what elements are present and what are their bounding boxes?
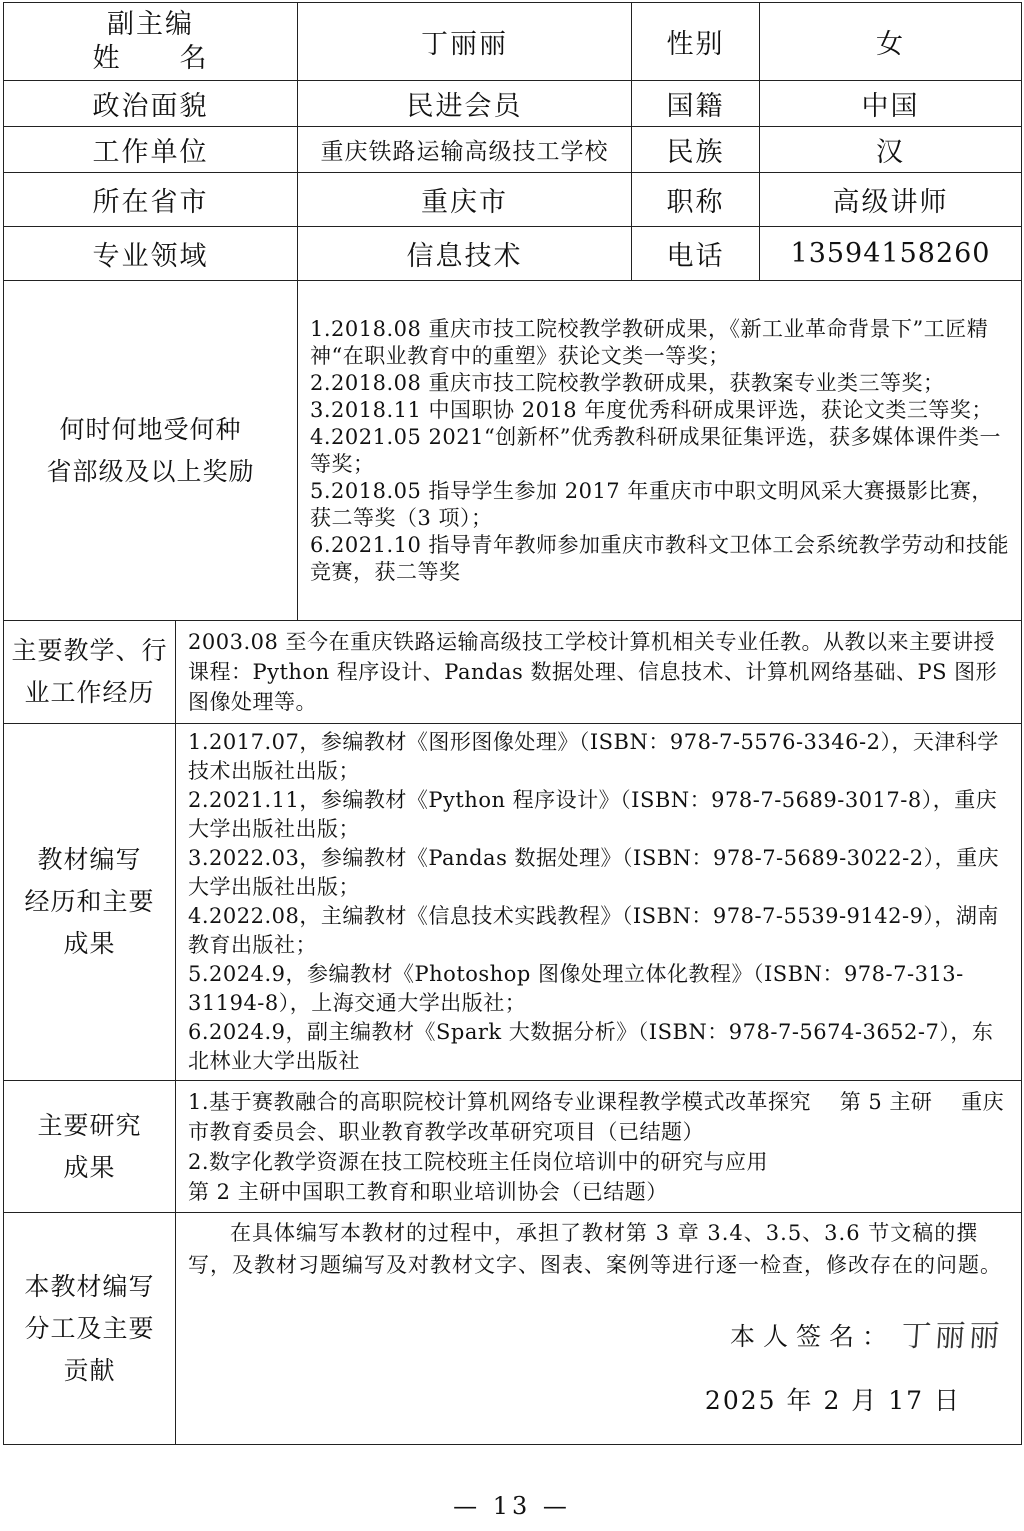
research-item: 1.基于赛教融合的高职院校计算机网络专业课程教学模式改革探究 第 5 主研 重庆市教育委员会、职业教育教学改革研究项目（已结题） [188, 1089, 1005, 1144]
page-number: — 13 — [453, 1492, 571, 1520]
award-item: 3.2018.11 中国职协 2018 年度优秀科研成果评选，获论文类三等奖； [310, 397, 993, 422]
name-label-cell [4, 3, 298, 81]
awards-label-line: 何时何地受何种 [59, 414, 242, 444]
info-row [4, 227, 1022, 281]
textbooks-label-line: 经历和主要 [24, 887, 155, 916]
contribution-row [4, 1213, 1022, 1445]
political-label: 政治面貌 [4, 81, 298, 127]
research-row [4, 1081, 1022, 1213]
employer-label: 工作单位 [4, 127, 298, 173]
experience-text: 2003.08 至今在重庆铁路运输高级技工学校计算机相关专业任教。从教以来主要讲授课程：Python 程序设计、Pandas 数据处理、信息技术、计算机网络基础、PS 图形图像处理等。 [176, 621, 1022, 724]
awards-row [4, 281, 1022, 621]
signature-date: 2025 年 2 月 17 日 [704, 1386, 961, 1415]
experience-row [4, 621, 1022, 724]
name-row [4, 3, 1022, 81]
award-item: 5.2018.05 指导学生参加 2017 年重庆市中职文明风采大赛摄影比赛，获二等奖（3 项）； [310, 478, 993, 530]
textbook-item: 2.2021.11，参编教材《Python 程序设计》（ISBN：978-7-5689-3017-8），重庆大学出版社出版； [188, 788, 998, 841]
info-row [4, 173, 1022, 227]
name-value: 丁丽丽 [298, 3, 632, 81]
award-item: 2.2018.08 重庆市技工院校教学教研成果，获教案专业类三等奖； [310, 370, 945, 395]
award-item: 4.2021.05 2021“创新杯”优秀教科研成果征集评选，获多媒体课件类一等奖； [310, 424, 1001, 476]
signature-line [730, 1321, 1003, 1353]
textbook-item: 4.2022.08，主编教材《信息技术实践教程》（ISBN：978-7-5539-9142-9），湖南教育出版社； [188, 904, 999, 957]
field-label: 专业领域 [4, 227, 298, 281]
contribution-label-line: 分工及主要 [24, 1313, 155, 1343]
experience-label-line: 主要教学、行 [11, 636, 168, 665]
phone-label: 电话 [632, 227, 760, 281]
textbook-item: 3.2022.03，参编教材《Pandas 数据处理》（ISBN：978-7-5689-3022-2），重庆大学出版社出版； [188, 846, 1000, 899]
contribution-label-line: 贡献 [63, 1355, 116, 1385]
textbook-item: 6.2024.9，副主编教材《Spark 大数据分析》（ISBN：978-7-5674-3652-7），东北林业大学出版社 [188, 1020, 994, 1073]
ethnicity-value: 汉 [760, 127, 1022, 173]
editor-info-table [3, 2, 1022, 1445]
title-value: 高级讲师 [760, 173, 1022, 227]
research-label-line: 主要研究 [37, 1110, 142, 1140]
name-label: 姓 名 [92, 42, 209, 74]
textbooks-label-line: 教材编写 [37, 845, 142, 874]
textbook-item: 1.2017.07，参编教材《图形图像处理》（ISBN：978-7-5576-3346-2），天津科学技术出版社出版； [188, 730, 999, 783]
nationality-label: 国籍 [632, 81, 760, 127]
title-label: 职称 [632, 173, 760, 227]
award-item: 6.2021.10 指导青年教师参加重庆市教科文卫体工会系统教学劳动和技能竞赛，获二等奖 [310, 532, 1010, 584]
info-row [4, 127, 1022, 173]
nationality-value: 中国 [760, 81, 1022, 127]
textbooks-row [4, 724, 1022, 1081]
textbooks-label [4, 724, 176, 1081]
form-sheet [3, 2, 1021, 1445]
info-row [4, 81, 1022, 127]
textbooks-label-line: 成果 [63, 929, 116, 958]
research-label [4, 1081, 176, 1213]
research-label-line: 成果 [63, 1152, 116, 1182]
experience-label-line: 业工作经历 [24, 678, 155, 707]
contribution-text: 在具体编写本教材的过程中，承担了教材第 3 章 3.4、3.5、3.6 节文稿的撰写，及教材习题编写及对教材文字、图表、案例等进行逐一检查，修改存在的问题。 [188, 1221, 1002, 1277]
phone-value: 13594158260 [760, 227, 1022, 281]
role-label: 副主编 [107, 8, 194, 40]
textbooks-list [176, 724, 1022, 1081]
employer-value: 重庆铁路运输高级技工学校 [298, 127, 632, 173]
handwritten-signature: 丁丽丽 [899, 1319, 1005, 1354]
gender-label: 性别 [632, 3, 760, 81]
ethnicity-label: 民族 [632, 127, 760, 173]
city-value: 重庆市 [298, 173, 632, 227]
research-item: 第 2 主研中国职工教育和职业培训协会（已结题） [188, 1179, 668, 1204]
political-value: 民进会员 [298, 81, 632, 127]
signature-label: 本人签名： [729, 1322, 895, 1351]
award-item: 1.2018.08 重庆市技工院校教学教研成果，《新工业革命背景下”工匠精神“在职业教育中的重塑》获论文类一等奖； [310, 316, 989, 368]
gender-value: 女 [760, 3, 1022, 81]
textbook-item: 5.2024.9，参编教材《Photoshop 图像处理立体化教程》（ISBN：978-7-313-31194-8），上海交通大学出版社； [188, 962, 964, 1015]
awards-label-line: 省部级及以上奖励 [46, 456, 255, 486]
contribution-cell [176, 1213, 1022, 1445]
research-item: 2.数字化教学资源在技工院校班主任岗位培训中的研究与应用 [188, 1149, 769, 1174]
contribution-label-line: 本教材编写 [24, 1271, 155, 1301]
city-label: 所在省市 [4, 173, 298, 227]
experience-label [4, 621, 176, 724]
contribution-label [4, 1213, 176, 1445]
awards-list [298, 281, 1022, 621]
research-list [176, 1081, 1022, 1213]
field-value: 信息技术 [298, 227, 632, 281]
awards-label [4, 281, 298, 621]
